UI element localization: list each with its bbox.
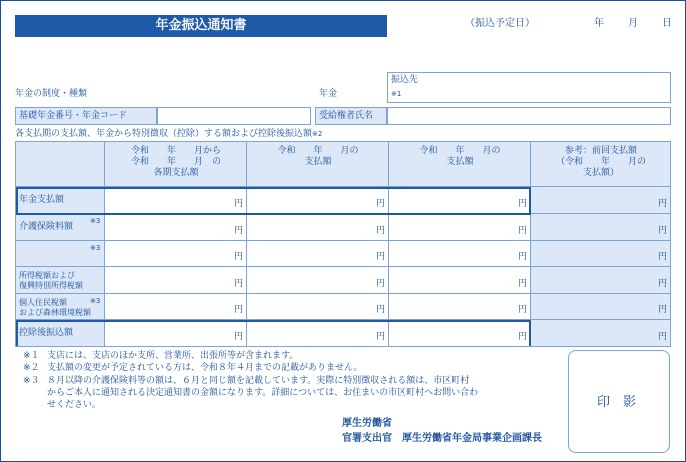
yen-unit: 円 xyxy=(658,252,668,262)
amount-cell xyxy=(389,241,531,267)
row-note: ※3 xyxy=(90,217,101,225)
bank-label: 振込先 xyxy=(391,75,419,85)
yen-unit: 円 xyxy=(376,305,386,315)
amount-cell xyxy=(389,214,531,241)
amount-cell xyxy=(247,241,389,267)
scheduled-date-label: （振込予定日） xyxy=(465,18,535,29)
note-1: ※１ 支店には、支店のほか支所、営業所、出張所等が含まれます。 xyxy=(23,351,299,361)
yen-unit: 円 xyxy=(376,279,386,289)
amount-cell xyxy=(531,294,671,320)
column-header: 令和 年 月から 令和 年 月 の 各期支払額 xyxy=(130,146,221,178)
amount-cell xyxy=(247,294,389,320)
bank-note: ※1 xyxy=(391,90,402,98)
basic-number-label: 基礎年金番号・年金コード xyxy=(19,111,128,121)
yen-unit: 円 xyxy=(658,226,668,236)
yen-unit: 円 xyxy=(518,332,528,342)
basic-number-value xyxy=(157,107,311,125)
amount-cell xyxy=(105,241,247,267)
amount-cell xyxy=(247,214,389,241)
amount-cell xyxy=(105,214,247,241)
row-label: 所得税額および 復興特別所得税額 xyxy=(19,271,83,290)
column-header: 令和 年 月の 支払額 xyxy=(419,146,501,167)
amount-cell xyxy=(105,267,247,294)
yen-unit: 円 xyxy=(234,305,244,315)
yen-unit: 円 xyxy=(658,199,668,209)
yen-unit: 円 xyxy=(376,226,386,236)
yen-unit: 円 xyxy=(658,279,668,289)
yen-unit: 円 xyxy=(518,226,528,236)
document-title: 年金振込通知書 xyxy=(15,15,387,37)
row-label: 年金支払額 xyxy=(19,195,65,205)
row-label: 介護保険料額 xyxy=(19,222,74,232)
note-3-cont: からご本人に通知される決定通知書の金額になります。詳細については、お住まいの市区町村へお問い合わ xyxy=(47,388,479,398)
yen-unit: 円 xyxy=(518,199,528,209)
amount-cell xyxy=(389,294,531,320)
amount-table xyxy=(15,141,671,347)
yen-unit: 円 xyxy=(518,305,528,315)
yen-unit: 円 xyxy=(518,252,528,262)
pension-label: 年金 xyxy=(319,89,338,99)
month-label: 月 xyxy=(628,18,638,29)
year-label: 年 xyxy=(594,18,604,29)
recipient-name-value xyxy=(387,107,671,125)
yen-unit: 円 xyxy=(234,199,244,209)
table-caption: 各支払期の支払額、年金から特別徴収（控除）する額および控除後振込額※2 xyxy=(15,129,323,139)
seal-label: 印 影 xyxy=(597,395,637,410)
yen-unit: 円 xyxy=(234,279,244,289)
amount-cell xyxy=(531,241,671,267)
note-3-end: せください。 xyxy=(47,400,102,410)
column-header: 参考：前回支払額 （令和 年 月の 支払額） xyxy=(555,146,646,178)
column-header: 令和 年 月の 支払額 xyxy=(277,146,359,167)
yen-unit: 円 xyxy=(376,199,386,209)
row-note: ※3 xyxy=(90,297,101,305)
note-3: ※３ ８月以降の介護保険料等の額は、６月と同じ額を記載しています。実際に特別徴収される額は、市区町村 xyxy=(23,376,470,386)
amount-cell xyxy=(105,294,247,320)
amount-cell xyxy=(105,320,247,347)
yen-unit: 円 xyxy=(518,279,528,289)
yen-unit: 円 xyxy=(658,332,668,342)
row-label: 控除後振込額 xyxy=(19,328,74,338)
amount-cell xyxy=(247,320,389,347)
amount-cell xyxy=(531,187,671,214)
issuer-ministry: 厚生労働省 xyxy=(342,418,392,429)
issuer-officer: 官署支出官 厚生労働省年金局事業企画課長 xyxy=(342,433,542,444)
header-cell xyxy=(16,142,105,187)
yen-unit: 円 xyxy=(234,226,244,236)
amount-cell xyxy=(247,267,389,294)
amount-cell xyxy=(531,267,671,294)
yen-unit: 円 xyxy=(376,252,386,262)
row-label: 個人住民税額 および森林環境税額 xyxy=(19,298,91,317)
amount-cell xyxy=(389,267,531,294)
day-label: 日 xyxy=(662,18,672,29)
yen-unit: 円 xyxy=(658,305,668,315)
yen-unit: 円 xyxy=(234,332,244,342)
bank-field xyxy=(387,72,671,103)
amount-cell xyxy=(531,320,671,347)
amount-cell xyxy=(247,187,389,214)
system-type-label: 年金の制度・種類 xyxy=(15,89,88,99)
note-2: ※２ 支払額の変更が予定されている方は、令和８年４月までの記載がありません。 xyxy=(23,363,363,373)
amount-cell xyxy=(105,187,247,214)
amount-cell xyxy=(531,214,671,241)
row-note: ※3 xyxy=(90,244,101,252)
amount-cell xyxy=(389,187,531,214)
amount-cell xyxy=(389,320,531,347)
yen-unit: 円 xyxy=(234,252,244,262)
recipient-name-label: 受給権者氏名 xyxy=(319,111,374,121)
yen-unit: 円 xyxy=(376,332,386,342)
